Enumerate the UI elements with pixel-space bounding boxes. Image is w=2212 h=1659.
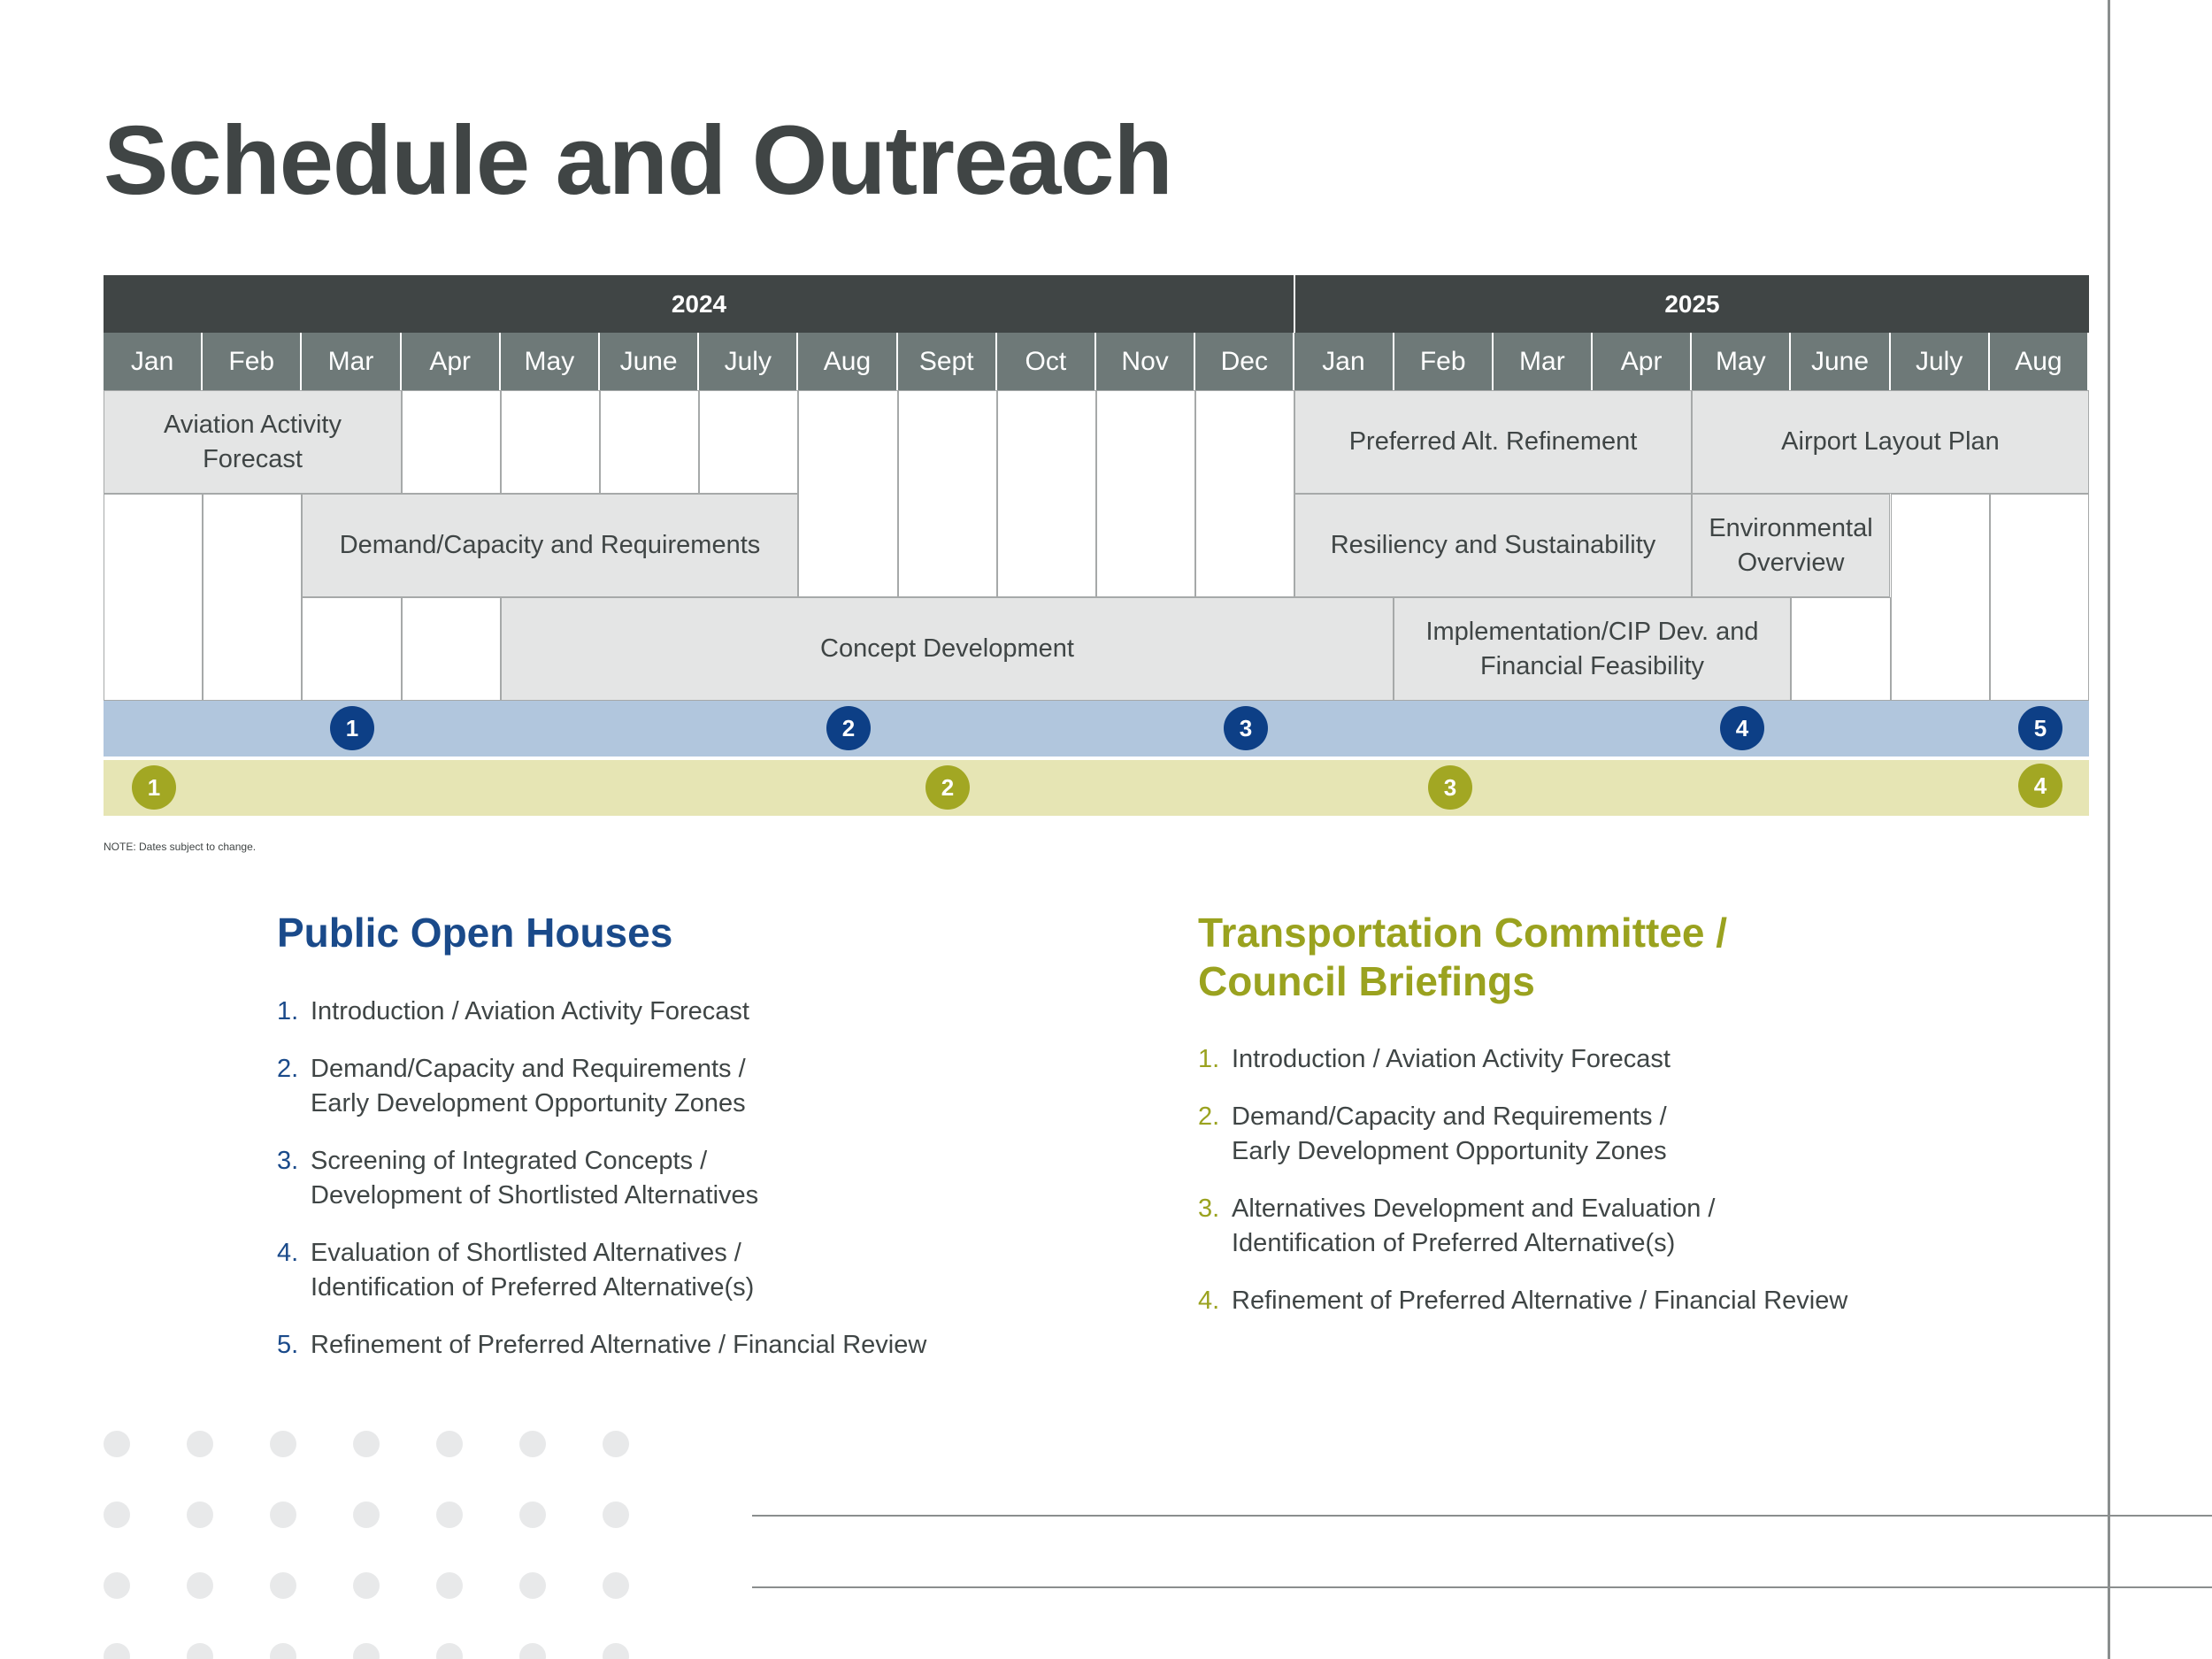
list-item (1198, 1284, 1994, 1318)
briefing-marker-2: 2 (926, 765, 970, 810)
list-item-number: 3. (1198, 1194, 1220, 1223)
decorative-dot (519, 1572, 546, 1599)
month-header: July (1891, 333, 1990, 390)
decorative-dot (187, 1643, 213, 1659)
page-title: Schedule and Outreach (104, 106, 1172, 215)
decorative-dot (187, 1431, 213, 1457)
month-header: Mar (1494, 333, 1593, 390)
month-header: Aug (1990, 333, 2089, 390)
committee-briefings-heading-line1: Transportation Committee / (1198, 910, 1728, 956)
month-header: Dec (1195, 333, 1294, 390)
task-preferred-alt-refinement: Preferred Alt. Refinement (1294, 390, 1692, 494)
decorative-dot (187, 1572, 213, 1599)
empty-grid-cell (104, 494, 203, 701)
list-item (277, 1236, 1073, 1305)
list-item-number: 5. (277, 1331, 299, 1359)
decorative-dot (603, 1502, 629, 1528)
empty-grid-cell (600, 390, 699, 494)
committee-briefings-heading-line2: Council Briefings (1198, 958, 1535, 1004)
list-item-text: Refinement of Preferred Alternative / Financial Review (311, 1331, 927, 1359)
decorative-dot (270, 1431, 296, 1457)
decorative-dot (104, 1502, 130, 1528)
decorative-dot (436, 1502, 463, 1528)
decorative-dot (104, 1572, 130, 1599)
list-item-number: 2. (1198, 1102, 1220, 1131)
task-implementation-cip: Implementation/CIP Dev. and Financial Feasibility (1394, 597, 1791, 701)
decorative-dot (519, 1643, 546, 1659)
list-item-text: Alternatives Development and Evaluation / (1232, 1194, 1716, 1223)
public-open-houses-heading: Public Open Houses (277, 910, 673, 956)
empty-grid-cell (1791, 597, 1890, 701)
year-header-2025: 2025 (1295, 275, 2089, 333)
list-item (277, 995, 1073, 1029)
open-house-marker-2: 2 (826, 706, 871, 750)
month-header: June (600, 333, 699, 390)
list-item-text-continued: Development of Shortlisted Alternatives (311, 1181, 759, 1210)
decorative-dot (436, 1572, 463, 1599)
empty-grid-cell (898, 390, 997, 597)
horizontal-rule-upper (752, 1515, 2212, 1517)
list-item-text: Screening of Integrated Concepts / (311, 1147, 708, 1175)
empty-grid-cell (501, 390, 600, 494)
list-item-text: Demand/Capacity and Requirements / (1232, 1102, 1667, 1131)
list-item (277, 1052, 1073, 1121)
list-item-number: 1. (277, 997, 299, 1025)
month-header: Jan (1294, 333, 1394, 390)
task-environmental-overview: Environmental Overview (1692, 494, 1890, 597)
empty-grid-cell (798, 390, 897, 597)
empty-grid-cell (1096, 390, 1195, 597)
decorative-dot (603, 1643, 629, 1659)
empty-grid-cell (203, 494, 302, 701)
list-item-text: Demand/Capacity and Requirements / (311, 1055, 746, 1083)
list-item-text: Refinement of Preferred Alternative / Financial Review (1232, 1286, 1848, 1315)
list-item (277, 1144, 1073, 1213)
horizontal-rule-lower (752, 1586, 2212, 1588)
month-header: Oct (997, 333, 1096, 390)
month-header: Apr (1593, 333, 1692, 390)
schedule-gantt (104, 275, 2089, 817)
vertical-rule (2108, 0, 2110, 1659)
list-item-text: Introduction / Aviation Activity Forecast (311, 997, 749, 1025)
empty-grid-cell (1891, 494, 1990, 701)
decorative-dot (187, 1502, 213, 1528)
month-header: Feb (1394, 333, 1494, 390)
list-item (1198, 1192, 1994, 1261)
empty-grid-cell (402, 390, 501, 494)
empty-grid-cell (997, 390, 1096, 597)
committee-briefings-heading (1198, 909, 1727, 1006)
task-airport-layout-plan: Airport Layout Plan (1692, 390, 2089, 494)
month-header: Jan (104, 333, 203, 390)
decorative-dot (270, 1502, 296, 1528)
list-item (1198, 1100, 1994, 1169)
briefing-marker-1: 1 (132, 765, 176, 810)
committee-briefings-list (1198, 1042, 1994, 1341)
month-header: Feb (203, 333, 302, 390)
list-item-number: 2. (277, 1055, 299, 1083)
briefing-marker-4: 4 (2018, 764, 2062, 808)
list-item (277, 1328, 1073, 1363)
month-header: May (1692, 333, 1791, 390)
list-item-text: Evaluation of Shortlisted Alternatives / (311, 1239, 741, 1267)
decorative-dot (353, 1572, 380, 1599)
decorative-dot (353, 1643, 380, 1659)
list-item-text-continued: Identification of Preferred Alternative(s) (1232, 1229, 1676, 1257)
month-header: July (699, 333, 798, 390)
decorative-dot (519, 1431, 546, 1457)
briefing-band (104, 760, 2089, 816)
month-header: Apr (402, 333, 501, 390)
task-demand-capacity: Demand/Capacity and Requirements (302, 494, 798, 597)
decorative-dot (436, 1431, 463, 1457)
open-house-band (104, 701, 2089, 757)
empty-grid-cell (1990, 494, 2089, 701)
decorative-dot (104, 1643, 130, 1659)
month-header: Aug (798, 333, 897, 390)
list-item-number: 1. (1198, 1045, 1220, 1073)
year-header-2024: 2024 (104, 275, 1294, 333)
open-house-marker-5: 5 (2018, 706, 2062, 750)
empty-grid-cell (1195, 390, 1294, 597)
list-item-text-continued: Identification of Preferred Alternative(s) (311, 1273, 755, 1302)
decorative-dot (519, 1502, 546, 1528)
dates-note: NOTE: Dates subject to change. (104, 841, 257, 853)
list-item-text: Introduction / Aviation Activity Forecast (1232, 1045, 1671, 1073)
empty-grid-cell (302, 597, 401, 701)
decorative-dot (353, 1431, 380, 1457)
month-header: Mar (302, 333, 401, 390)
decorative-dot (353, 1502, 380, 1528)
decorative-dot (270, 1572, 296, 1599)
month-header: Nov (1096, 333, 1195, 390)
list-item-number: 3. (277, 1147, 299, 1175)
decorative-dot (104, 1431, 130, 1457)
list-item (1198, 1042, 1994, 1077)
briefing-marker-3: 3 (1428, 765, 1472, 810)
month-header: Sept (898, 333, 997, 390)
open-house-marker-1: 1 (330, 706, 374, 750)
list-item-text-continued: Early Development Opportunity Zones (311, 1089, 746, 1118)
list-item-number: 4. (277, 1239, 299, 1267)
open-house-marker-3: 3 (1224, 706, 1268, 750)
decorative-dot (603, 1572, 629, 1599)
open-house-marker-4: 4 (1720, 706, 1764, 750)
task-resiliency-sustainability: Resiliency and Sustainability (1294, 494, 1692, 597)
month-header: June (1791, 333, 1890, 390)
public-open-houses-list (277, 995, 1073, 1386)
task-aviation-activity-forecast: Aviation Activity Forecast (104, 390, 402, 494)
list-item-text-continued: Early Development Opportunity Zones (1232, 1137, 1667, 1165)
decorative-dot (270, 1643, 296, 1659)
month-header: May (501, 333, 600, 390)
empty-grid-cell (699, 390, 798, 494)
task-concept-development: Concept Development (501, 597, 1394, 701)
decorative-dot (436, 1643, 463, 1659)
list-item-number: 4. (1198, 1286, 1220, 1315)
decorative-dot (603, 1431, 629, 1457)
empty-grid-cell (402, 597, 501, 701)
